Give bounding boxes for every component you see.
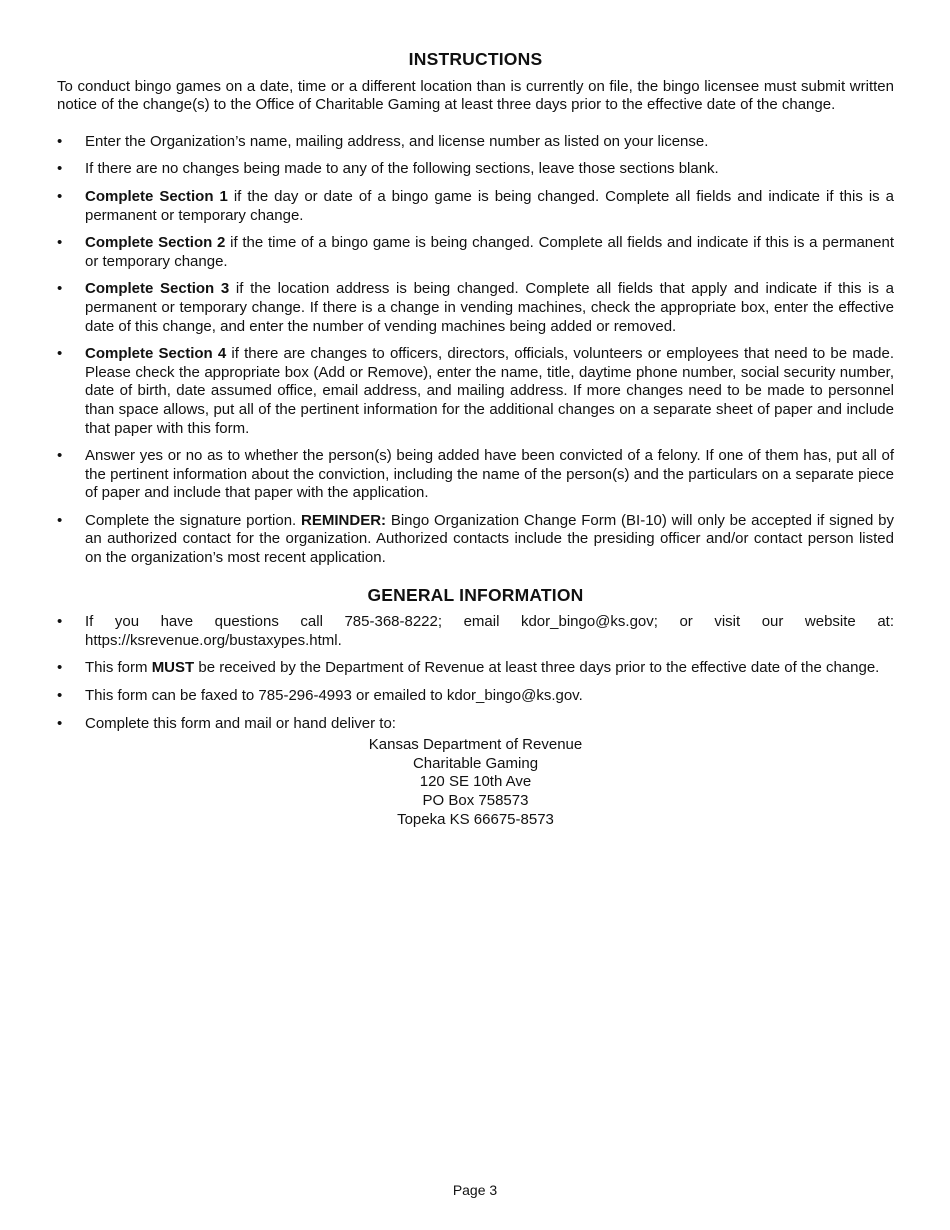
instructions-intro: To conduct bingo games on a date, time or a different location than is currently on file, the bingo licensee must submit written notice of the change(s) to the Office of Charitable Gaming at least three days prior to the effective date of the change. <box>57 77 894 114</box>
list-item: • Complete the signature portion. REMINDER: Bingo Organization Change Form (BI-10) will only be accepted if signed by an authorized contact for the organization. Authorized contacts include the presiding officer and/or contact person listed on the organization’s most recent application. <box>57 512 894 568</box>
address-line: Charitable Gaming <box>412 754 539 772</box>
list-item: • This form MUST be received by the Department of Revenue at least three days prior to the effective date of the change. <box>57 659 894 678</box>
address-line: 120 SE 10th Ave <box>419 773 532 791</box>
list-item: • Complete Section 2 if the time of a bingo game is being changed. Complete all fields and indicate if this is a permanent or temporary change. <box>57 234 894 271</box>
mailing-address <box>57 736 894 829</box>
list-item: • Answer yes or no as to whether the person(s) being added have been convicted of a felony. If one of them has, put all of the pertinent information about the conviction, including the name of the person(s) and the particulars on a separate piece of paper and include that paper with the application. <box>57 447 894 503</box>
general-information-list <box>57 613 894 733</box>
address-line: PO Box 758573 <box>422 792 529 809</box>
list-item: • Complete Section 3 if the location address is being changed. Complete all fields that apply and indicate if this is a permanent or temporary change. If there is a change in vending machines, check the appropriate box, enter the effective date of this change, and enter the number of vending machines being added or removed. <box>57 280 894 336</box>
list-item: • This form can be faxed to 785-296-4993 or emailed to kdor_bingo@ks.gov. <box>57 687 894 706</box>
list-item: • Complete Section 4 if there are changes to officers, directors, officials, volunteers or employees that need to be made. Please check the appropriate box (Add or Remove), enter the name, title, daytime phone number, social security number, date of birth, date assumed office, email address, and mailing address. If more changes need to be made to personnel than space allows, put all of the pertinent information for the additional changes on a separate sheet of paper and include that paper with this form. <box>57 345 894 438</box>
instructions-heading: INSTRUCTIONS <box>408 49 543 69</box>
address-line: Topeka KS 66675-8573 <box>397 810 554 828</box>
list-item: • Enter the Organization’s name, mailing address, and license number as listed on your license. <box>57 133 894 152</box>
address-line: Kansas Department of Revenue <box>368 736 583 754</box>
general-information-heading: GENERAL INFORMATION <box>367 584 584 605</box>
list-item: • If you have questions call 785-368-8222; email kdor_bingo@ks.gov; or visit our website at: https://ksrevenue.org/bustaxypes.html. <box>57 613 894 650</box>
instructions-list <box>57 133 894 568</box>
list-item: • Complete this form and mail or hand deliver to: <box>57 715 894 734</box>
list-item: • If there are no changes being made to any of the following sections, leave those sections blank. <box>57 160 894 179</box>
page-number: Page 3 <box>452 1182 498 1198</box>
document-page <box>57 50 894 829</box>
list-item: • Complete Section 1 if the day or date of a bingo game is being changed. Complete all fields and indicate if this is a permanent or temporary change. <box>57 188 894 225</box>
